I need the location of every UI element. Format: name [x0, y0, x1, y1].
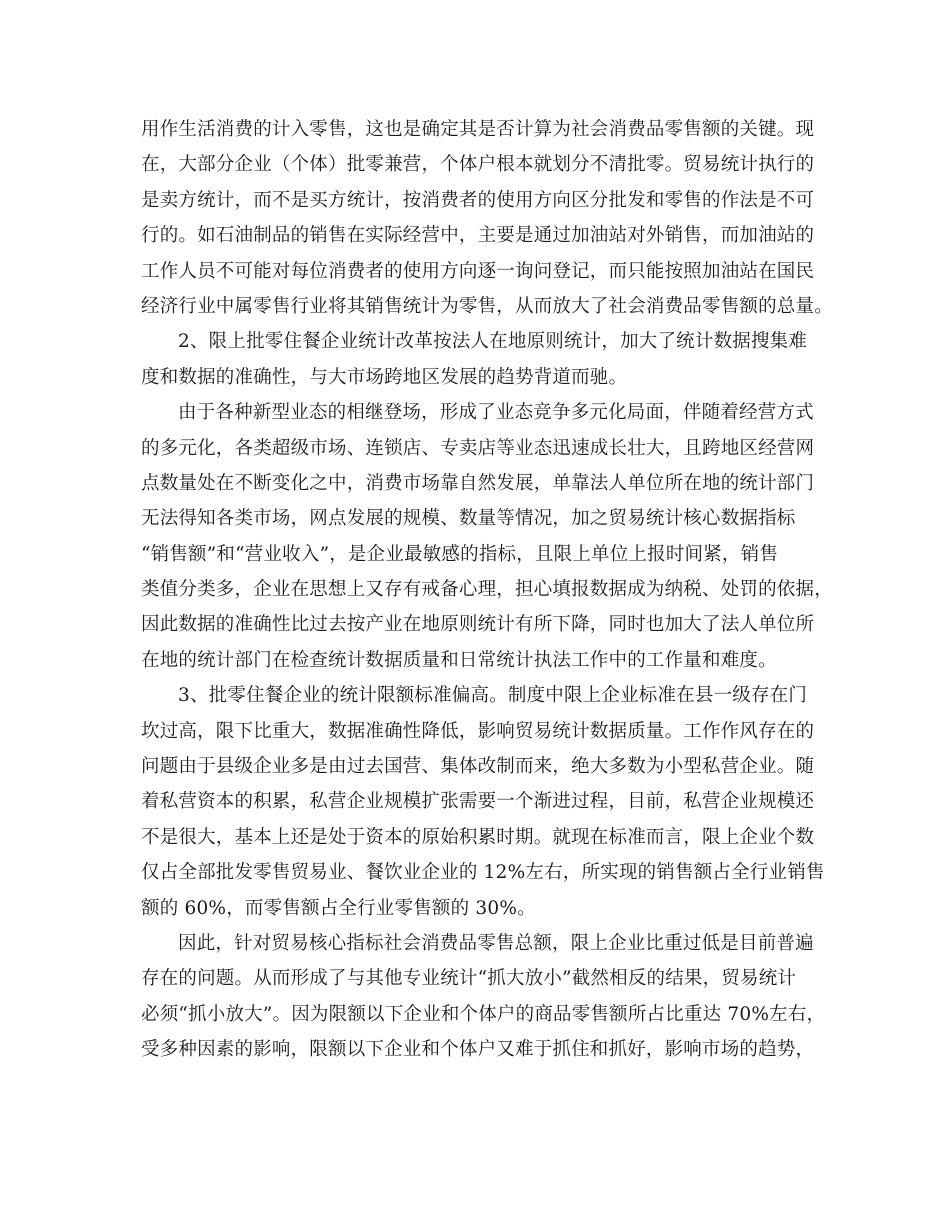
text-line: 行的。如石油制品的销售在实际经营中，主要是通过加油站对外销售，而加油站的 [141, 225, 815, 247]
text-line: 存在的问题。从而形成了与其他专业统计“抓大放小”截然相反的结果，贸易统计 [141, 968, 797, 990]
text-line: 不是很大，基本上还是处于资本的原始积累时期。就现在标准而言，限上企业个数 [141, 826, 815, 848]
body-text [141, 112, 833, 1068]
text-line: 受多种因素的影响，限额以下企业和个体户又难于抓住和抓好，影响市场的趋势， [141, 1039, 815, 1061]
paragraph-first-line: 由于各种新型业态的相继登场，形成了业态竞争多元化局面，伴随着经营方式 [178, 402, 814, 424]
text-line: 必须“抓小放大”。因为限额以下企业和个体户的商品零售额所占比重达 70%左右， [141, 1003, 826, 1025]
paragraph-first-line: 2、限上批零住餐企业统计改革按法人在地原则统计，加大了统计数据搜集难 [178, 331, 808, 353]
text-line: 无法得知各类市场，网点发展的规模、数量等情况，加之贸易统计核心数据指标 [141, 508, 796, 530]
text-line: 经济行业中属零售行业将其销售统计为零售，从而放大了社会消费品零售额的总量。 [141, 295, 833, 317]
text-line: 类值分类多，企业在思想上又存有戒备心理，担心填报数据成为纳税、处罚的依据， [141, 579, 833, 601]
text-line: 点数量处在不断变化之中，消费市场靠自然发展，单靠法人单位所在地的统计部门 [141, 472, 815, 494]
text-line: 额的 60%，而零售额占全行业零售额的 30%。 [141, 897, 536, 919]
text-line: 的多元化，各类超级市场、连锁店、专卖店等业态迅速成长壮大，且跨地区经营网 [141, 437, 815, 459]
text-line: 工作人员不可能对每位消费者的使用方向逐一询问登记，而只能按照加油站在国民 [141, 260, 815, 282]
text-line: 问题由于县级企业多是由过去国营、集体改制而来，绝大多数为小型私营企业。随 [141, 756, 815, 778]
text-line: 在，大部分企业（个体）批零兼营，个体户根本就划分不清批零。贸易统计执行的 [141, 154, 815, 176]
text-line: 度和数据的准确性，与大市场跨地区发展的趋势背道而驰。 [141, 366, 628, 388]
paragraph-first-line: 因此，针对贸易核心指标社会消费品零售总额，限上企业比重过低是目前普遍 [178, 932, 814, 954]
text-line: 因此数据的准确性比过去按产业在地原则统计有所下降，同时也加大了法人单位所 [141, 614, 815, 636]
text-line: 用作生活消费的计入零售，这也是确定其是否计算为社会消费品零售额的关键。现 [141, 119, 815, 140]
paragraph-first-line: 3、批零住餐企业的统计限额标准偏高。制度中限上企业标准在县一级存在门 [178, 685, 808, 707]
text-line: 着私营资本的积累，私营企业规模扩张需要一个渐进过程，目前，私营企业规模还 [141, 791, 815, 813]
text-line: 坎过高，限下比重大，数据准确性降低，影响贸易统计数据质量。工作作风存在的 [141, 720, 815, 742]
text-line: “销售额”和“营业收入”，是企业最敏感的指标，且限上单位上报时间紧，销售 [141, 543, 779, 565]
text-line: 是卖方统计，而不是买方统计，按消费者的使用方向区分批发和零售的作法是不可 [141, 189, 815, 211]
text-line: 仅占全部批发零售贸易业、餐饮业企业的 12%左右，所实现的销售额占全行业销售 [141, 862, 825, 884]
text-line: 在地的统计部门在检查统计数据质量和日常统计执法工作中的工作量和难度。 [141, 649, 777, 671]
